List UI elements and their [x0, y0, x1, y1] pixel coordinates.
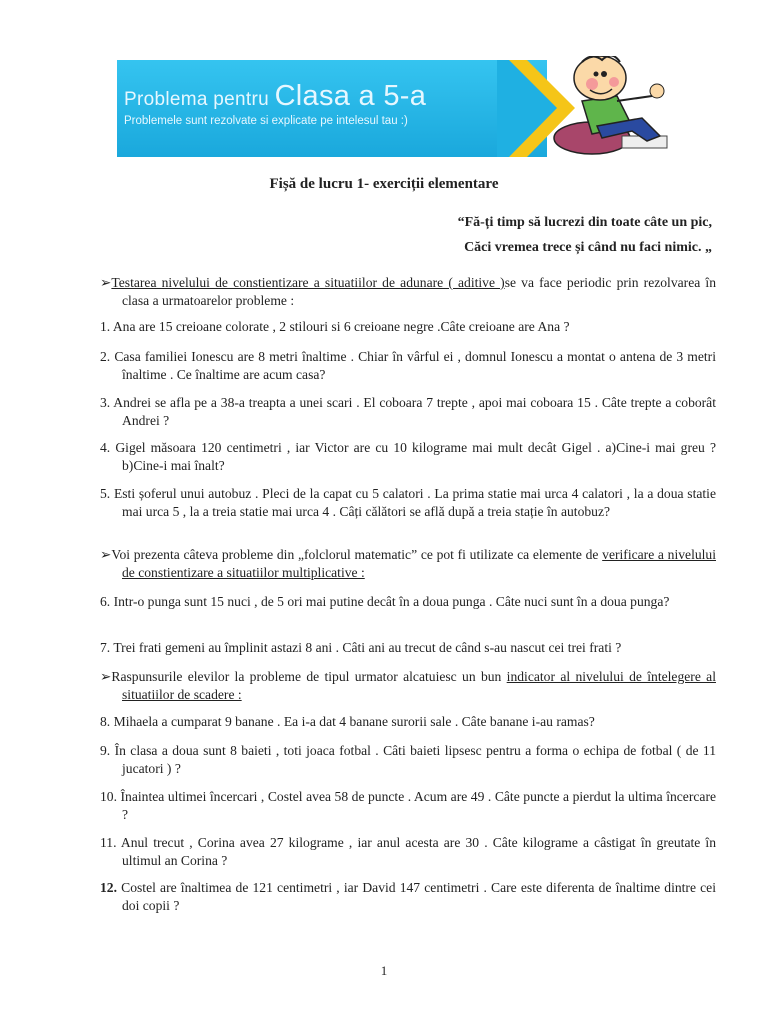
banner-background — [117, 60, 547, 157]
problem-item — [100, 713, 716, 731]
bullet-paragraph — [100, 274, 716, 309]
problem-item — [100, 439, 716, 474]
bullet-underlined-text: verificare a nivelului de constientizare a situatiilor multiplicative : — [122, 547, 716, 580]
bullet-text: se va face periodic prin rezolvarea în clasa a urmatoarelor probleme : — [122, 275, 716, 308]
problem-number: 1. — [100, 319, 111, 334]
bullet-text: Raspunsurile elevilor la probleme de tipul urmator alcatuiesc un bun — [111, 669, 507, 684]
banner-title-big: Clasa a 5-a — [274, 80, 427, 112]
problem-text: Costel are înaltimea de 121 centimetri , iar David 147 centimetri . Care este diferenta de înaltime dintre cei doi copii ? — [121, 880, 716, 913]
problem-number: 5. — [100, 486, 111, 501]
bullet-paragraph — [100, 546, 716, 581]
problem-item — [100, 348, 716, 383]
problem-number: 9. — [100, 743, 111, 758]
problem-text: Esti șoferul unui autobuz . Pleci de la capat cu 5 calatori . La prima statie mai urca 4 calatori , la a doua statie mai urca 5 , la a treia statie mai urca 4 . Câți călători se află după a treia stație în autobuz? — [113, 486, 716, 519]
problem-item — [100, 593, 716, 611]
quote-line-1: “Fă-ți timp să lucrezi din toate câte un pic, — [457, 215, 712, 230]
problem-text: Gigel măsoara 120 centimetri , iar Victor are cu 10 kilograme mai mult decât Gigel . a)Cine-i mai greu ?b)Cine-i mai înalt? — [115, 440, 717, 473]
problem-text: Anul trecut , Corina avea 27 kilograme , iar anul acesta are 30 . Câte kilograme a câstigat în greutate în ultimul an Corina ? — [120, 835, 716, 868]
bullet-underlined-text: Testarea nivelului de constientizare a situatiilor de adunare ( aditive ) — [111, 275, 505, 290]
problem-item — [100, 742, 716, 777]
problem-text: Trei frati gemeni au împlinit astazi 8 ani . Câti ani au trecut de când s-au nascut cei trei frati ? — [113, 640, 622, 655]
problem-number: 12. — [100, 880, 117, 895]
problem-text: Andrei se afla pe a 38-a treapta a unei scari . El coboara 7 trepte , apoi mai coboara 15 . Câte trepte a coborât Andrei ? — [113, 395, 716, 428]
problem-item — [100, 394, 716, 429]
problem-number: 8. — [100, 714, 111, 729]
cartoon-boy-illustration — [552, 56, 677, 161]
quote-line-2: Căci vremea trece și când nu faci nimic. „ — [464, 240, 712, 255]
banner-subtitle: Problemele sunt rezolvate si explicate pe intelesul tau :) — [124, 115, 408, 127]
problem-text: Mihaela a cumparat 9 banane . Ea i-a dat 4 banane surorii sale . Câte banane i-au ramas? — [113, 714, 595, 729]
document-title: Fișă de lucru 1- exerciții elementare — [269, 176, 499, 192]
header-banner — [117, 60, 675, 157]
arrow-bullet-icon: ➢ — [100, 275, 112, 290]
problem-number: 6. — [100, 594, 111, 609]
problem-item — [100, 318, 716, 336]
problem-text: Casa familiei Ionescu are 8 metri înaltime . Chiar în vârful ei , domnul Ionescu a montat o antena de 3 metri înaltime . Ce înaltime are acum casa? — [114, 349, 716, 382]
arrow-bullet-icon: ➢ — [100, 669, 112, 684]
problem-number: 10. — [100, 789, 117, 804]
problem-item — [100, 485, 716, 520]
problem-number: 4. — [100, 440, 111, 455]
page-number: 1 — [380, 963, 388, 978]
problem-item — [100, 788, 716, 823]
problem-number: 2. — [100, 349, 111, 364]
bullet-paragraph — [100, 668, 716, 703]
problem-text: Intr-o punga sunt 15 nuci , de 5 ori mai putine decât în a doua punga . Câte nuci sunt în a doua punga? — [113, 594, 670, 609]
banner-title-small: Problema pentru — [124, 89, 269, 110]
banner-title — [124, 80, 426, 113]
arrow-bullet-icon: ➢ — [100, 547, 112, 562]
bullet-text: Voi prezenta câteva probleme din „folclorul matematic” ce pot fi utilizate ca elemente de — [111, 547, 603, 562]
problem-item — [100, 879, 716, 914]
bullet-underlined-text: indicator al nivelului de întelegere al situatiilor de scadere : — [122, 669, 716, 702]
problem-number: 3. — [100, 395, 111, 410]
problem-text: Ana are 15 creioane colorate , 2 stilouri si 6 creioane negre .Câte creioane are Ana ? — [112, 319, 570, 334]
problem-number: 11. — [100, 835, 117, 850]
problem-text: Înaintea ultimei încercari , Costel avea 58 de puncte . Acum are 49 . Câte puncte a pierdut la ultima încercare ? — [120, 789, 716, 822]
problem-item — [100, 639, 716, 657]
problem-number: 7. — [100, 640, 111, 655]
problem-item — [100, 834, 716, 869]
problem-text: În clasa a doua sunt 8 baieti , toti joaca fotbal . Câti baieti lipsesc pentru a forma o echipa de fotbal ( de 11 jucatori ) ? — [114, 743, 716, 776]
